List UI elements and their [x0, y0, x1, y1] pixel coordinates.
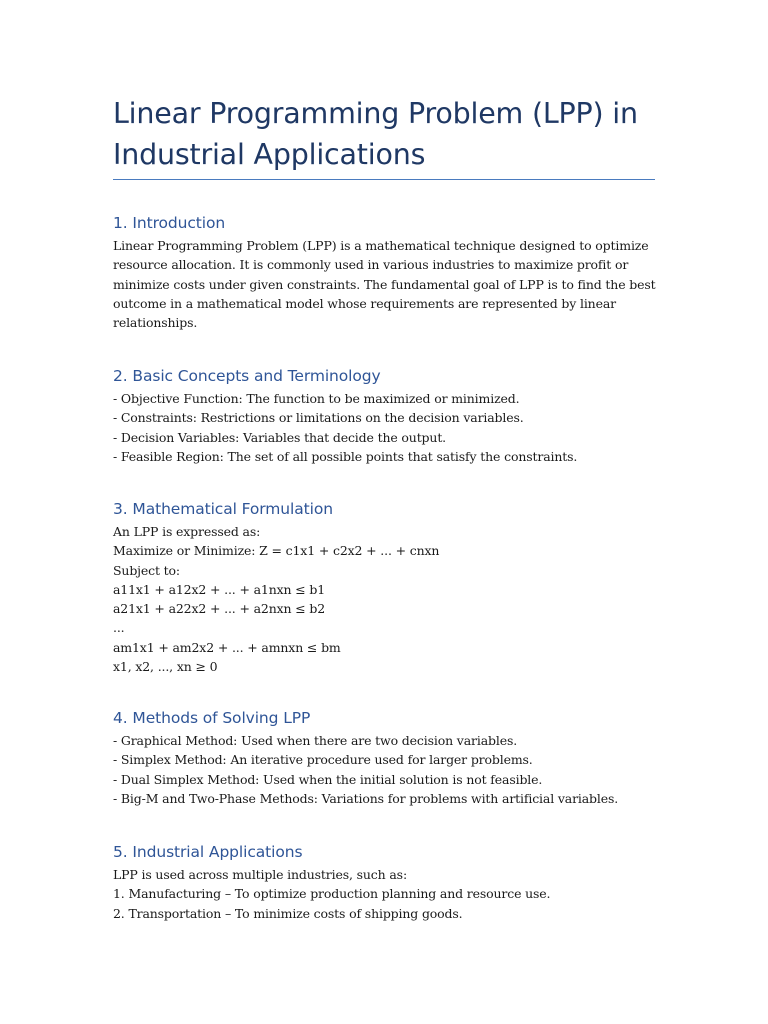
list-item: 2. Transportation – To minimize costs of shipping goods. — [113, 905, 463, 921]
formula-line: am1x1 + am2x2 + ... + amnxn ≤ bm — [113, 639, 341, 655]
section-basic-concepts — [113, 365, 655, 466]
formula-line: a11x1 + a12x2 + ... + a1nxn ≤ b1 — [113, 581, 326, 597]
paragraph-line: outcome in a mathematical model whose requirements are represented by linear — [113, 295, 616, 311]
paragraph-line: minimize costs under given constraints. The fundamental goal of LPP is to find the best — [113, 276, 656, 292]
section-industrial-applications — [113, 841, 655, 923]
paragraph-line: Linear Programming Problem (LPP) is a mathematical technique designed to optimize — [113, 238, 649, 253]
paragraph-line: relationships. — [113, 315, 198, 331]
list-item: - Simplex Method: An iterative procedure used for larger problems. — [113, 752, 533, 768]
list-item: 1. Manufacturing – To optimize production planning and resource use. — [113, 886, 551, 902]
section-heading: 4. Methods of Solving LPP — [113, 709, 311, 727]
list-item: - Feasible Region: The set of all possible points that satisfy the constraints. — [113, 448, 578, 464]
section-mathematical-formulation — [113, 498, 655, 676]
section-heading: 1. Introduction — [113, 214, 226, 232]
list-item: - Big-M and Two-Phase Methods: Variations for problems with artificial variables. — [113, 790, 619, 806]
formula-line: x1, x2, ..., xn ≥ 0 — [113, 659, 218, 675]
formula-line: Maximize or Minimize: Z = c1x1 + c2x2 + ... + cnxn — [113, 543, 440, 559]
list-item: - Graphical Method: Used when there are two decision variables. — [113, 733, 518, 748]
list-item: - Constraints: Restrictions or limitations on the decision variables. — [113, 410, 524, 426]
formula-line: ... — [113, 620, 125, 636]
formula-line: Subject to: — [113, 562, 180, 578]
section-methods — [113, 707, 655, 808]
section-heading: 3. Mathematical Formulation — [113, 500, 333, 518]
document-title: Linear Programming Problem (LPP) in Industrial Applications — [113, 97, 638, 171]
section-heading: 5. Industrial Applications — [113, 843, 303, 861]
title-divider — [113, 179, 655, 180]
list-item: - Dual Simplex Method: Used when the initial solution is not feasible. — [113, 771, 543, 787]
section-introduction — [113, 212, 655, 332]
formula-line: a21x1 + a22x2 + ... + a2nxn ≤ b2 — [113, 601, 326, 617]
paragraph-line: LPP is used across multiple industries, such as: — [113, 867, 408, 882]
list-item: - Objective Function: The function to be maximized or minimized. — [113, 391, 520, 406]
paragraph-line: resource allocation. It is commonly used in various industries to maximize profit or — [113, 257, 629, 273]
list-item: - Decision Variables: Variables that decide the output. — [113, 429, 447, 445]
section-heading: 2. Basic Concepts and Terminology — [113, 367, 381, 385]
formula-line: An LPP is expressed as: — [113, 524, 261, 539]
